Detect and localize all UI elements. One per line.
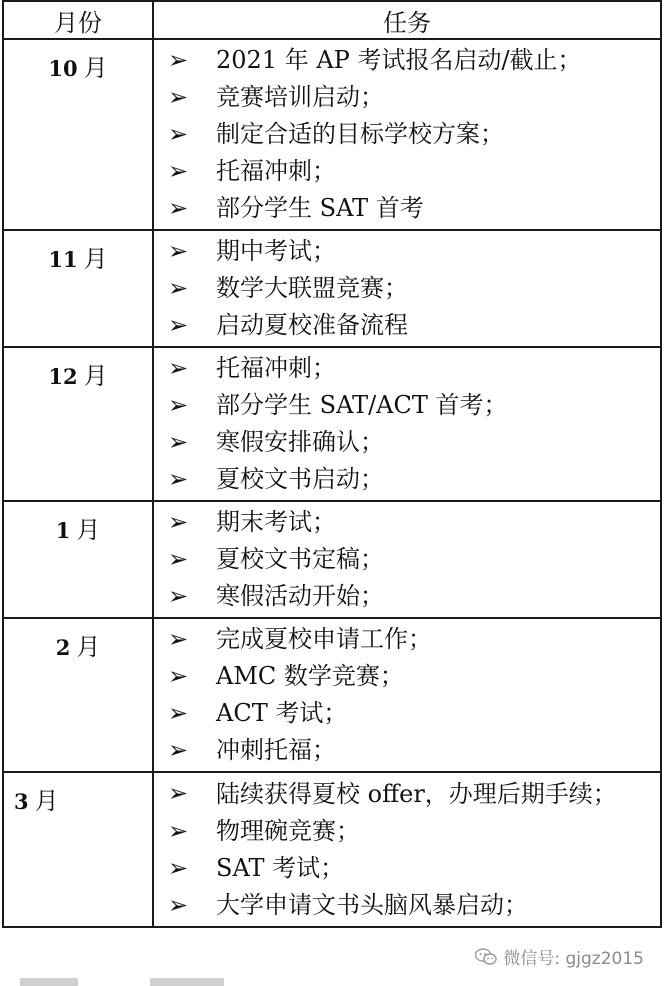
- task-text: 托福冲刺；: [216, 157, 336, 185]
- list-item: [166, 153, 654, 190]
- task-text: 夏校文书启动；: [216, 465, 384, 493]
- list-item: [166, 270, 654, 307]
- arrow-bullet-icon: ➢: [168, 582, 189, 610]
- arrow-bullet-icon: ➢: [168, 465, 189, 493]
- list-item: [166, 116, 654, 153]
- arrow-bullet-icon: ➢: [168, 854, 189, 882]
- month-unit: 月: [76, 633, 101, 661]
- table-row: [3, 230, 661, 347]
- month-number: 2: [55, 635, 71, 660]
- table-header-row: [3, 1, 661, 39]
- task-text: 寒假安排确认；: [216, 428, 384, 456]
- task-text: 冲刺托福；: [216, 736, 336, 764]
- list-item: [166, 578, 654, 615]
- cut-off-text-strip: [0, 970, 664, 986]
- task-text: 期末考试；: [216, 508, 336, 536]
- task-text: 夏校文书定稿；: [216, 545, 384, 573]
- list-item: [166, 621, 654, 658]
- month-cell: [3, 347, 153, 501]
- task-list: [166, 621, 654, 769]
- list-item: [166, 732, 654, 769]
- task-list: [166, 233, 654, 344]
- task-text: 数学大联盟竞赛；: [216, 274, 408, 302]
- task-text: 竞赛培训启动；: [216, 83, 384, 111]
- watermark-text: 微信号: gjgz2015: [503, 949, 644, 969]
- header-month: 月份: [3, 1, 153, 39]
- list-item: [166, 775, 654, 813]
- arrow-bullet-icon: ➢: [168, 891, 189, 919]
- month-cell: [3, 230, 153, 347]
- month-cell: [3, 772, 153, 927]
- arrow-bullet-icon: ➢: [168, 120, 189, 148]
- wechat-icon: [475, 948, 497, 966]
- task-text: SAT 考试；: [216, 854, 345, 882]
- header-task: 任务: [153, 1, 661, 39]
- arrow-bullet-icon: ➢: [168, 354, 189, 382]
- task-cell: [153, 39, 661, 230]
- watermark: [475, 944, 644, 969]
- list-item: [166, 541, 654, 578]
- arrow-bullet-icon: ➢: [168, 699, 189, 727]
- table-row: [3, 501, 661, 618]
- task-cell: [153, 501, 661, 618]
- task-cell: [153, 347, 661, 501]
- arrow-bullet-icon: ➢: [168, 194, 189, 222]
- list-item: [166, 887, 654, 924]
- month-cell: [3, 39, 153, 230]
- table-row: [3, 39, 661, 230]
- month-unit: 月: [76, 516, 101, 544]
- task-cell: [153, 230, 661, 347]
- task-list: [166, 350, 654, 498]
- task-text: 2021 年 AP 考试报名启动/截止；: [216, 46, 582, 74]
- month-number: 10: [48, 56, 78, 81]
- list-item: [166, 658, 654, 695]
- arrow-bullet-icon: ➢: [168, 391, 189, 419]
- month-unit: 月: [83, 245, 108, 273]
- arrow-bullet-icon: ➢: [168, 662, 189, 690]
- task-text: 期中考试；: [216, 237, 336, 265]
- table-row: [3, 618, 661, 772]
- arrow-bullet-icon: ➢: [168, 428, 189, 456]
- list-item: [166, 42, 654, 79]
- list-item: [166, 190, 654, 227]
- arrow-bullet-icon: ➢: [168, 46, 189, 74]
- month-cell: [3, 501, 153, 618]
- schedule-table: [2, 0, 662, 928]
- task-text: ACT 考试；: [216, 699, 348, 727]
- list-item: [166, 695, 654, 732]
- task-list: [166, 504, 654, 615]
- list-item: [166, 350, 654, 387]
- month-unit: 月: [34, 787, 59, 815]
- arrow-bullet-icon: ➢: [168, 237, 189, 265]
- list-item: [166, 233, 654, 270]
- month-unit: 月: [83, 362, 108, 390]
- task-text: 完成夏校申请工作；: [216, 625, 432, 653]
- task-text: 部分学生 SAT/ACT 首考；: [216, 391, 508, 419]
- task-text: 部分学生 SAT 首考: [216, 194, 424, 222]
- task-text: AMC 数学竞赛；: [216, 662, 404, 690]
- task-text: 大学申请文书头脑风暴启动；: [216, 891, 528, 919]
- task-list: [166, 42, 654, 227]
- arrow-bullet-icon: ➢: [168, 311, 189, 339]
- month-number: 11: [48, 247, 78, 272]
- list-item: [166, 813, 654, 850]
- arrow-bullet-icon: ➢: [168, 83, 189, 111]
- task-cell: [153, 772, 661, 927]
- task-cell: [153, 618, 661, 772]
- task-text: 启动夏校准备流程: [216, 311, 408, 339]
- task-list: [166, 775, 654, 924]
- arrow-bullet-icon: ➢: [168, 625, 189, 653]
- list-item: [166, 461, 654, 498]
- table-row: [3, 347, 661, 501]
- arrow-bullet-icon: ➢: [168, 779, 189, 807]
- task-text: 物理碗竞赛；: [216, 817, 360, 845]
- list-item: [166, 387, 654, 424]
- month-number: 1: [55, 518, 71, 543]
- arrow-bullet-icon: ➢: [168, 508, 189, 536]
- month-number: 12: [48, 364, 78, 389]
- task-text: 托福冲刺；: [216, 354, 336, 382]
- list-item: [166, 504, 654, 541]
- list-item: [166, 850, 654, 887]
- arrow-bullet-icon: ➢: [168, 736, 189, 764]
- task-text: 制定合适的目标学校方案；: [216, 120, 504, 148]
- arrow-bullet-icon: ➢: [168, 157, 189, 185]
- table-row: [3, 772, 661, 927]
- arrow-bullet-icon: ➢: [168, 817, 189, 845]
- arrow-bullet-icon: ➢: [168, 274, 189, 302]
- list-item: [166, 79, 654, 116]
- list-item: [166, 307, 654, 344]
- task-text: 陆续获得夏校 offer，办理后期手续；: [216, 780, 617, 808]
- month-cell: [3, 618, 153, 772]
- arrow-bullet-icon: ➢: [168, 545, 189, 573]
- list-item: [166, 424, 654, 461]
- month-unit: 月: [83, 54, 108, 82]
- task-text: 寒假活动开始；: [216, 582, 384, 610]
- month-number: 3: [14, 789, 29, 814]
